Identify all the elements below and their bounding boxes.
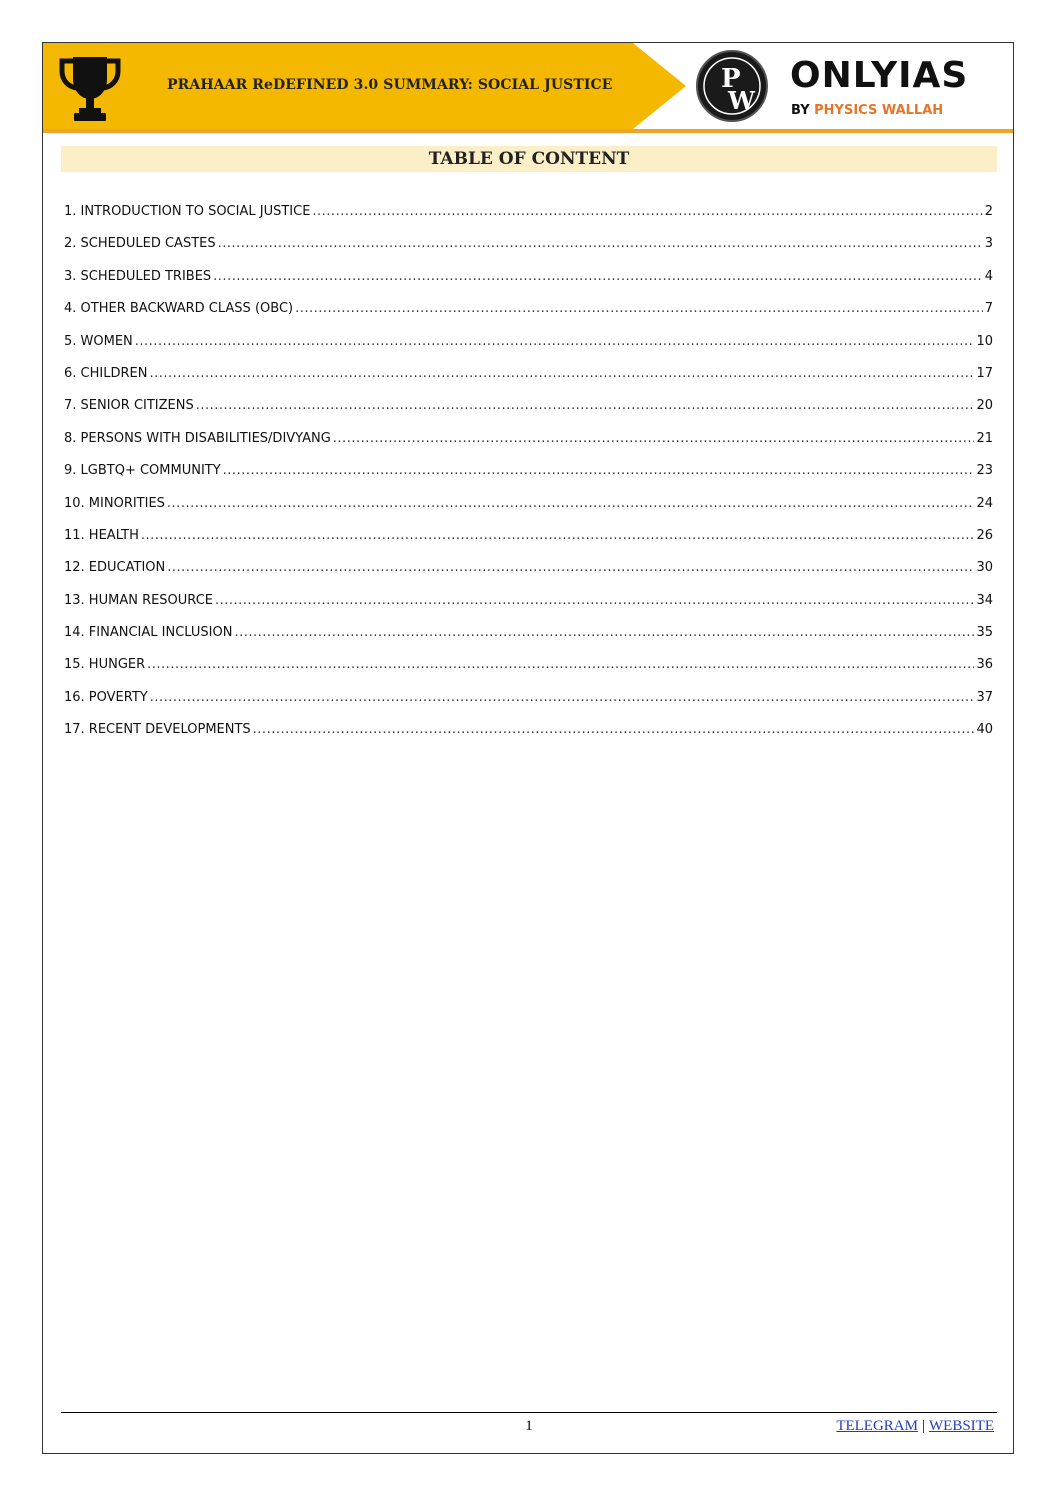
toc-entry-page: 23 [976,463,993,479]
toc-entry[interactable] [64,657,993,689]
toc-entry[interactable] [64,625,993,657]
toc-entry-label: 17. RECENT DEVELOPMENTS [64,722,251,738]
toc-entry-page: 10 [976,333,993,349]
toc-dot-leader [150,690,975,705]
toc-entry-label: 11. HEALTH [64,527,139,543]
footer-rule [61,1412,997,1413]
svg-text:W: W [728,86,755,115]
toc-entry-label: 8. PERSONS WITH DISABILITIES/DIVYANG [64,430,331,446]
toc-entry-page: 24 [976,495,993,511]
toc-entry[interactable] [64,722,993,754]
toc-entry-page: 21 [976,430,993,446]
page-number: 1 [525,1418,533,1434]
toc-dot-leader [141,528,975,543]
toc-entry[interactable] [64,334,993,366]
toc-dot-leader [234,625,974,640]
toc-entry-page: 2 [984,204,993,219]
toc-entry[interactable] [64,560,993,592]
brand-tagline [791,103,943,118]
toc-title: TABLE OF CONTENT [428,149,630,169]
link-separator: | [921,1418,925,1434]
toc-entry-label: 14. FINANCIAL INCLUSION [64,625,233,641]
toc-entry-label: 5. WOMEN [64,333,133,349]
toc-dot-leader [253,722,975,737]
toc-entry-label: 13. HUMAN RESOURCE [64,592,213,608]
toc-entry[interactable] [64,593,993,625]
page-header [43,43,1013,133]
toc-dot-leader [147,657,974,672]
toc-entry-label: 6. CHILDREN [64,365,148,381]
toc-entry[interactable] [64,496,993,528]
toc-entry[interactable] [64,528,993,560]
toc-dot-leader [223,463,975,478]
toc-dot-leader [333,431,975,446]
toc-entry[interactable] [64,301,993,333]
toc-entry-label: 3. SCHEDULED TRIBES [64,268,212,284]
header-rule [43,129,1013,133]
toc-entry-page: 36 [976,657,993,673]
toc-title-bar [61,146,997,172]
toc-entry-page: 3 [984,236,993,252]
toc-entry-label: 9. LGBTQ+ COMMUNITY [64,463,221,479]
toc-dot-leader [196,398,975,413]
website-link[interactable]: WEBSITE [929,1418,994,1434]
toc-entry[interactable] [64,690,993,722]
toc-entry-label: 15. HUNGER [64,657,146,673]
telegram-link[interactable]: TELEGRAM [836,1418,918,1434]
toc-entry-label: 16. POVERTY [64,689,148,705]
toc-entry-page: 40 [976,722,993,738]
brand-tag-accent: PHYSICS WALLAH [814,103,944,118]
toc-entry-page: 20 [976,398,993,414]
toc-entry-page: 37 [976,689,993,705]
toc-entry-label: 1. INTRODUCTION TO SOCIAL JUSTICE [64,204,311,219]
toc-dot-leader [215,593,974,608]
trophy-icon [57,53,123,123]
toc-entry[interactable] [64,366,993,398]
toc-entry[interactable] [64,431,993,463]
toc-entry-page: 4 [984,268,993,284]
toc-dot-leader [218,236,983,251]
brand-tag-prefix: BY [791,103,815,118]
toc-entry[interactable] [64,398,993,430]
toc-entry-page: 17 [976,365,993,381]
toc-dot-leader [149,366,974,381]
toc-entry-page: 26 [976,527,993,543]
toc-entry-label: 10. MINORITIES [64,495,165,511]
toc-dot-leader [167,496,975,511]
toc-entry-page: 35 [976,625,993,641]
toc-entry-label: 7. SENIOR CITIZENS [64,398,194,414]
toc-entry[interactable] [64,236,993,268]
header-title: PRAHAAR ReDEFINED 3.0 SUMMARY: SOCIAL JUSTICE [167,77,613,93]
toc-entry-label: 2. SCHEDULED CASTES [64,236,216,252]
toc-dot-leader [135,334,975,349]
brand-name: ONLYIAS [790,55,969,96]
toc-entry-page: 34 [976,592,993,608]
toc-dot-leader [312,204,982,219]
svg-text:P: P [721,64,741,94]
toc-entry-page: 7 [984,301,993,317]
toc-entry[interactable] [64,463,993,495]
toc-dot-leader [167,560,974,575]
toc-dot-leader [213,269,983,284]
toc-entry-label: 4. OTHER BACKWARD CLASS (OBC) [64,301,294,317]
toc-list [64,204,993,755]
toc-entry-label: 12. EDUCATION [64,560,166,576]
pw-logo [695,49,769,123]
toc-dot-leader [295,301,983,316]
footer-links [836,1418,994,1435]
toc-entry[interactable] [64,204,993,236]
toc-entry-page: 30 [976,560,993,576]
toc-entry[interactable] [64,269,993,301]
